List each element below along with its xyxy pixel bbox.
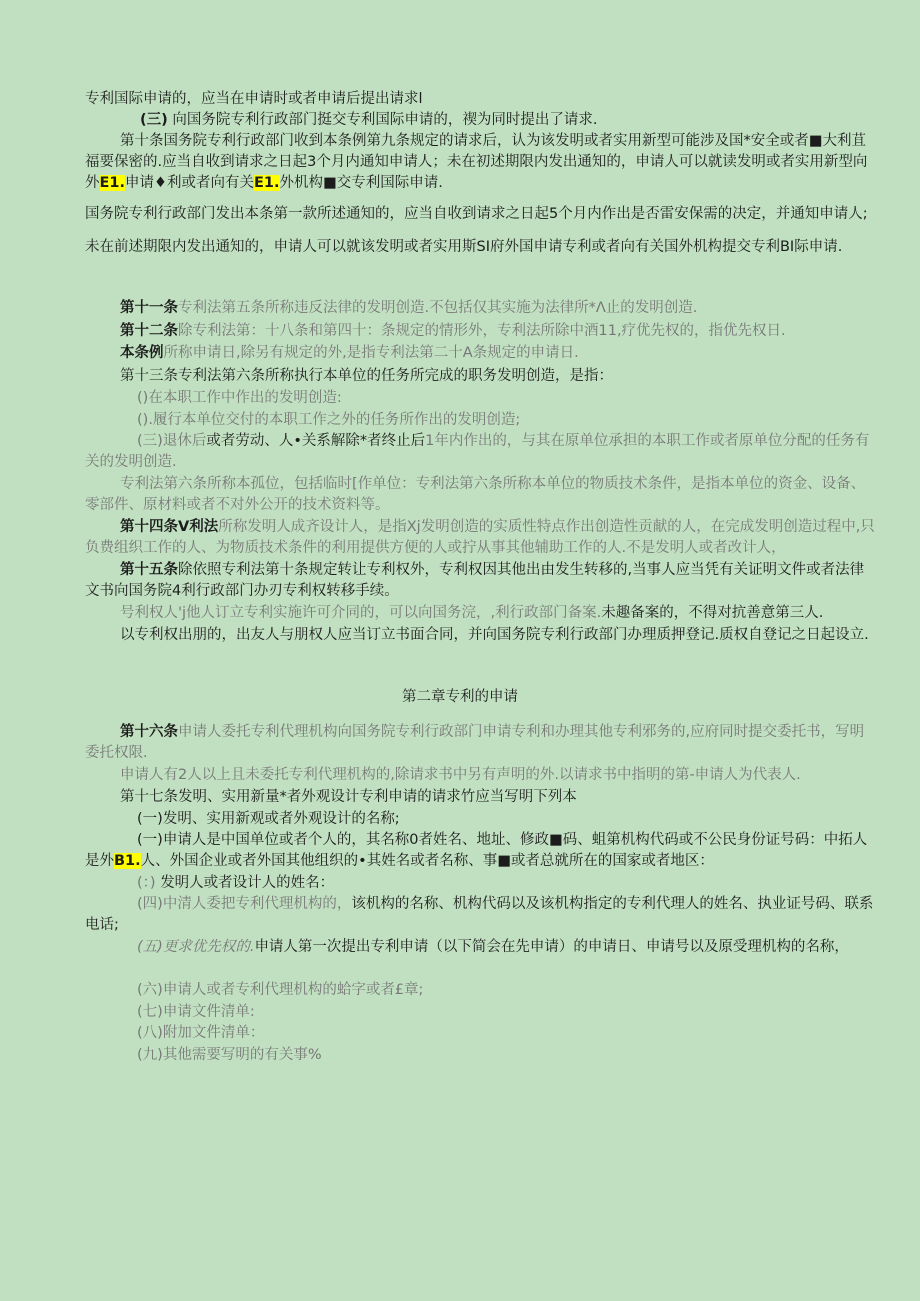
item-5 bbox=[85, 937, 878, 958]
highlight-mark: E1. bbox=[254, 175, 280, 191]
article-12 bbox=[85, 321, 878, 342]
highlight-mark: E1. bbox=[99, 175, 126, 191]
article-16 bbox=[85, 722, 878, 764]
item-2-text-b: 人、外国企业或者外国其他组织的•其姓名或者名称、事■或者总就所在的国家或者地区： bbox=[140, 853, 714, 869]
item-7: (七)申请文件清单: bbox=[137, 1004, 255, 1020]
paragraph-2 bbox=[85, 110, 878, 131]
article-15 bbox=[85, 560, 878, 602]
item-5-lead: (五)更求优先权的. bbox=[137, 939, 255, 955]
item-1: (一)发明、实用新观或者外观设计的名称; bbox=[137, 811, 400, 827]
item-3-text-b: 1年内作出的，与其在原单位承担的本职工作或者原单位分配的任务有关的发明创造. bbox=[85, 433, 870, 470]
article-heading: 第十五条 bbox=[120, 562, 178, 578]
item-3-lead: (：) bbox=[137, 875, 156, 891]
article-11 bbox=[85, 298, 878, 319]
article-10-text-a: 第十条国务院专利行政部门收到本条例第九条规定的请求后，认为该发明或者实用新型可能涉及国*安全或者■大利苴福要保密的.应当自收到请求之日起3个月内通知申请人；未在初述期限内发出通知的，申请人可以就读发明或者实用新型向外 bbox=[85, 133, 868, 191]
article-16-text: 申请人委托专利代理机构向国务院专利行政部门申请专利和办理其他专利邪务的,应府同时提交委托书，写明委托权限. bbox=[85, 724, 865, 761]
item-3 bbox=[85, 431, 878, 473]
item-8: (八)附加文件清单： bbox=[137, 1025, 265, 1041]
article-heading: 第十二条 bbox=[120, 323, 178, 339]
item-3-text-a: 或者劳动、人•关系解除*者终止后 bbox=[206, 433, 426, 449]
paragraph-15-text-b: 未趣备案的，不得对抗善意第三人. bbox=[601, 605, 824, 621]
highlight-mark: B1. bbox=[114, 853, 141, 869]
article-10-text-b: 申请♦利或者向有关 bbox=[125, 175, 255, 191]
article-11-text: 专利法第五条所称违反法律的发明创造.不包括仅其实施为法律所*Λ止的发明创造. bbox=[178, 300, 698, 316]
item-1: ()在本职工作中作出的发明创造: bbox=[137, 390, 342, 406]
chapter-title: 第二章专利的申请 bbox=[402, 689, 518, 705]
item-marker: (三) bbox=[140, 112, 168, 128]
paragraph-16: 以专利权出朋的，出友人与朋权人应当订立书面合同，并向国务院专利行政部门办理质押登记.质权自登记之日起设立. bbox=[120, 627, 869, 643]
item-3 bbox=[85, 873, 878, 894]
article-15-text: 除依照专利法第十条规定转让专利权外，专利权因其他出由发生转移的,当事人应当凭有关证明文件或者法律文书向国务院4利行政部门办刃专利权转移手续。 bbox=[85, 562, 865, 599]
article-heading: 第十四条V利法 bbox=[120, 519, 219, 535]
paragraph-7 bbox=[85, 343, 878, 364]
paragraph-1: 专利国际申请的，应当在申请时或者申请后提出请求l bbox=[85, 91, 423, 107]
item-2: ().履行本单位交付的本职工作之外的任务所作出的发明创造; bbox=[137, 412, 521, 428]
paragraph-4: 国务院专利行政部门发出本条第一款所述通知的，应当自收到请求之日起5个月内作出是否雷安保需的决定，并通知申请人; 未在前述期限内发出通知的，申请人可以就该发明或者实用斯SI府外国申请专利或者向有关国外机构提交专利BI际申请. bbox=[85, 206, 868, 255]
item-2 bbox=[85, 830, 878, 872]
item-3-lead: (三)退休后 bbox=[137, 433, 207, 449]
article-heading: 第十一条 bbox=[120, 300, 178, 316]
paragraph-12: 专利法第六条所称本孤位，包括临时[作单位：专利法第六条所称本单位的物质技术条件，是指本单位的资金、设备、零部件、原材料或者不对外公开的技术资料等。 bbox=[85, 476, 866, 513]
article-10-text-c: 外机构■交专利国际申请. bbox=[279, 175, 443, 191]
article-14-text: 所称发明人成齐设计人，是指Xj发明创造的实质性特点作出创造性贡献的人，在完成发明创造过程中,只负费组织工作的人、为物质技术条件的利用提供方便的人或拧从事其他辅助工作的人.不是发明人或者改计人， bbox=[85, 519, 875, 556]
item-4 bbox=[85, 894, 878, 936]
item-9: (九)其他需要写明的有关事% bbox=[137, 1047, 322, 1063]
article-17: 第十七条发明、实用新量*者外观设计专利申请的请求竹应当写明下列本 bbox=[120, 789, 577, 805]
item-4-lead: (四)中清人委把专利代理机构的， bbox=[137, 896, 352, 912]
paragraph-text: 向国务院专利行政部门挺交专利国际申请的，禊为同时提出了请求. bbox=[172, 112, 598, 128]
article-14 bbox=[85, 517, 878, 559]
article-13: 第十三条专利法第六条所称执行本单位的任务所完成的职务发明创造，是指： bbox=[120, 368, 613, 384]
article-heading: 第十六条 bbox=[120, 724, 178, 740]
paragraph-15-text-a: 号利权人'j他人订立专利实施许可介同的，可以向国务浣，,利行政部门备案. bbox=[120, 605, 602, 621]
item-6: (六)申请人或者专利代理机构的蛤字或者£章; bbox=[137, 982, 424, 998]
article-10 bbox=[85, 131, 878, 194]
item-4-text: 该机构的名称、机构代码以及该机构指定的专利代理人的姓名、执业证号码、联系电话; bbox=[85, 896, 874, 933]
item-2-text-a: (一)申请人是中国单位或者个人的，其名称0者姓名、地址、修政■码、蛆第机构代码或不公民身份证号码：中拓人是外 bbox=[85, 832, 868, 869]
paragraph-7-lead: 本条例 bbox=[120, 345, 164, 361]
item-5-text: 申请人第一次提出专利申请（以下简会在先申请）的申请日、申请号以及原受理机构的名称， bbox=[254, 939, 849, 955]
paragraph-15 bbox=[85, 603, 878, 624]
paragraph-18: 申请人有2人以上且未委托专利代理机构的,除请求书中另有声明的外.以请求书中指明的第-申请人为代表人. bbox=[120, 767, 801, 783]
item-3-text: 发明人或者设计人的姓名： bbox=[160, 875, 335, 891]
paragraph-7-text: 所称申请日,除另有规定的外,是指专利法第二十A条规定的申请日. bbox=[163, 345, 579, 361]
article-12-text: 除专利法第：十八条和第四十：条规定的情形外，专利法所除中酒11,疗优先权的，指优先权日. bbox=[178, 323, 786, 339]
